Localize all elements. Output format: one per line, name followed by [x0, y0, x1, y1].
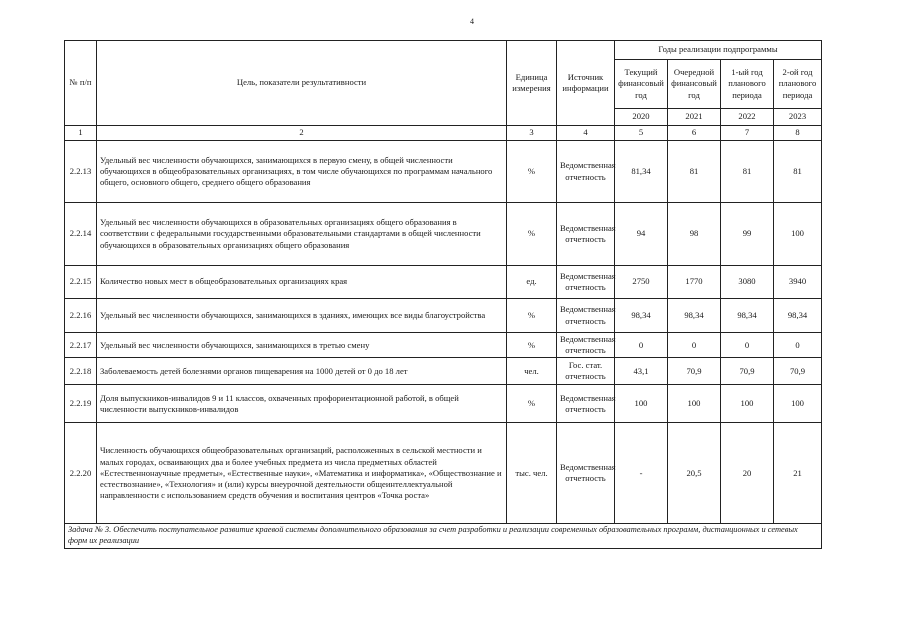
header-unit: Единица измерения [507, 41, 557, 126]
row-value-2021: 98,34 [668, 299, 721, 333]
row-unit: % [507, 203, 557, 266]
indicators-table [64, 40, 822, 549]
row-goal: Удельный вес численности обучающихся, занимающихся в третью смену [97, 333, 507, 358]
row-value-2021: 98 [668, 203, 721, 266]
row-number: 2.2.14 [65, 203, 97, 266]
row-source: Ведомственная отчетность [557, 203, 615, 266]
header-year-label: 1-ый год планового периода [721, 60, 774, 109]
row-value-2022: 3080 [721, 266, 774, 299]
row-number: 2.2.19 [65, 385, 97, 423]
row-value-2023: 70,9 [774, 358, 822, 385]
header-year-label: Очередной финансовый год [668, 60, 721, 109]
row-value-2023: 81 [774, 141, 822, 203]
header-year-label: 2-ой год планового периода [774, 60, 822, 109]
row-value-2023: 98,34 [774, 299, 822, 333]
header-year: 2021 [668, 109, 721, 126]
column-number: 6 [668, 126, 721, 141]
column-number: 5 [615, 126, 668, 141]
row-unit: % [507, 141, 557, 203]
row-goal: Удельный вес численности обучающихся в образовательных организациях общего образования в соответствии с федеральными государственными образовательными стандартами в общей численности обучающихся в образовательных организациях общего образования [97, 203, 507, 266]
row-value-2020: 2750 [615, 266, 668, 299]
row-goal: Заболеваемость детей болезнями органов пищеварения на 1000 детей от 0 до 18 лет [97, 358, 507, 385]
row-value-2020: 94 [615, 203, 668, 266]
row-value-2022: 70,9 [721, 358, 774, 385]
task-row [65, 524, 822, 549]
row-value-2023: 21 [774, 423, 822, 524]
row-value-2020: 81,34 [615, 141, 668, 203]
row-value-2021: 20,5 [668, 423, 721, 524]
row-number: 2.2.17 [65, 333, 97, 358]
column-number: 2 [97, 126, 507, 141]
row-value-2021: 100 [668, 385, 721, 423]
row-unit: % [507, 333, 557, 358]
column-numbers-row [65, 126, 822, 141]
row-unit: % [507, 385, 557, 423]
row-value-2020: 98,34 [615, 299, 668, 333]
table-row [65, 266, 822, 299]
row-number: 2.2.13 [65, 141, 97, 203]
row-value-2023: 0 [774, 333, 822, 358]
table-row [65, 203, 822, 266]
header-year: 2022 [721, 109, 774, 126]
row-value-2023: 100 [774, 385, 822, 423]
row-value-2023: 3940 [774, 266, 822, 299]
row-unit: ед. [507, 266, 557, 299]
row-goal: Численность обучающихся общеобразовательных организаций, расположенных в сельской местности и малых городах, осваивающих два и более учебных предмета из числа предметных областей «Естественнонаучные предметы», «Естественные науки», «Математика и информатика», «Обществознание и естествознание», «Технология» и (или) курсы внеурочной деятельности общеинтеллектуальной направленности с использованием средств обучения и воспитания центров «Точка роста» [97, 423, 507, 524]
row-number: 2.2.20 [65, 423, 97, 524]
row-number: 2.2.18 [65, 358, 97, 385]
table-row [65, 333, 822, 358]
row-number: 2.2.15 [65, 266, 97, 299]
header-num: № п/п [65, 41, 97, 126]
row-source: Ведомственная отчетность [557, 141, 615, 203]
row-source: Ведомственная отчетность [557, 266, 615, 299]
row-goal: Количество новых мест в общеобразовательных организациях края [97, 266, 507, 299]
column-number: 8 [774, 126, 822, 141]
row-unit: % [507, 299, 557, 333]
table-row [65, 385, 822, 423]
header-row-1 [65, 41, 822, 60]
page-number: 4 [470, 17, 474, 26]
row-value-2021: 70,9 [668, 358, 721, 385]
row-value-2020: - [615, 423, 668, 524]
header-source: Источник информации [557, 41, 615, 126]
table-row [65, 358, 822, 385]
row-value-2020: 100 [615, 385, 668, 423]
table-row [65, 423, 822, 524]
row-number: 2.2.16 [65, 299, 97, 333]
row-value-2021: 0 [668, 333, 721, 358]
row-unit: чел. [507, 358, 557, 385]
row-goal: Удельный вес численности обучающихся, занимающихся в зданиях, имеющих все виды благоустройства [97, 299, 507, 333]
row-value-2021: 81 [668, 141, 721, 203]
header-years-group: Годы реализации подпрограммы [615, 41, 822, 60]
row-value-2020: 0 [615, 333, 668, 358]
row-goal: Удельный вес численности обучающихся, занимающихся в первую смену, в общей численности обучающихся в общеобразовательных организациях, в том числе обучающихся по программам начального общего, основного общего, среднего общего образования [97, 141, 507, 203]
column-number: 7 [721, 126, 774, 141]
row-goal: Доля выпускников-инвалидов 9 и 11 классов, охваченных профориентационной работой, в общей численности выпускников-инвалидов [97, 385, 507, 423]
task-text: Задача № 3. Обеспечить поступательное развитие краевой системы дополнительного образования за счет разработки и реализации современных образовательных программ, дистанционных и сетевых форм их реализации [65, 524, 822, 549]
column-number: 1 [65, 126, 97, 141]
row-value-2020: 43,1 [615, 358, 668, 385]
row-value-2022: 100 [721, 385, 774, 423]
header-year-label: Текущий финансовый год [615, 60, 668, 109]
row-unit: тыс. чел. [507, 423, 557, 524]
row-value-2022: 98,34 [721, 299, 774, 333]
row-source: Ведомственная отчетность [557, 299, 615, 333]
column-number: 4 [557, 126, 615, 141]
row-source: Гос. стат. отчетность [557, 358, 615, 385]
header-year: 2023 [774, 109, 822, 126]
header-goal: Цель, показатели результативности [97, 41, 507, 126]
table-row [65, 141, 822, 203]
row-value-2022: 99 [721, 203, 774, 266]
row-value-2021: 1770 [668, 266, 721, 299]
row-source: Ведомственная отчетность [557, 385, 615, 423]
row-value-2022: 81 [721, 141, 774, 203]
row-source: Ведомственная отчетность [557, 423, 615, 524]
table-row [65, 299, 822, 333]
column-number: 3 [507, 126, 557, 141]
row-value-2022: 20 [721, 423, 774, 524]
row-value-2023: 100 [774, 203, 822, 266]
row-value-2022: 0 [721, 333, 774, 358]
header-year: 2020 [615, 109, 668, 126]
row-source: Ведомственная отчетность [557, 333, 615, 358]
